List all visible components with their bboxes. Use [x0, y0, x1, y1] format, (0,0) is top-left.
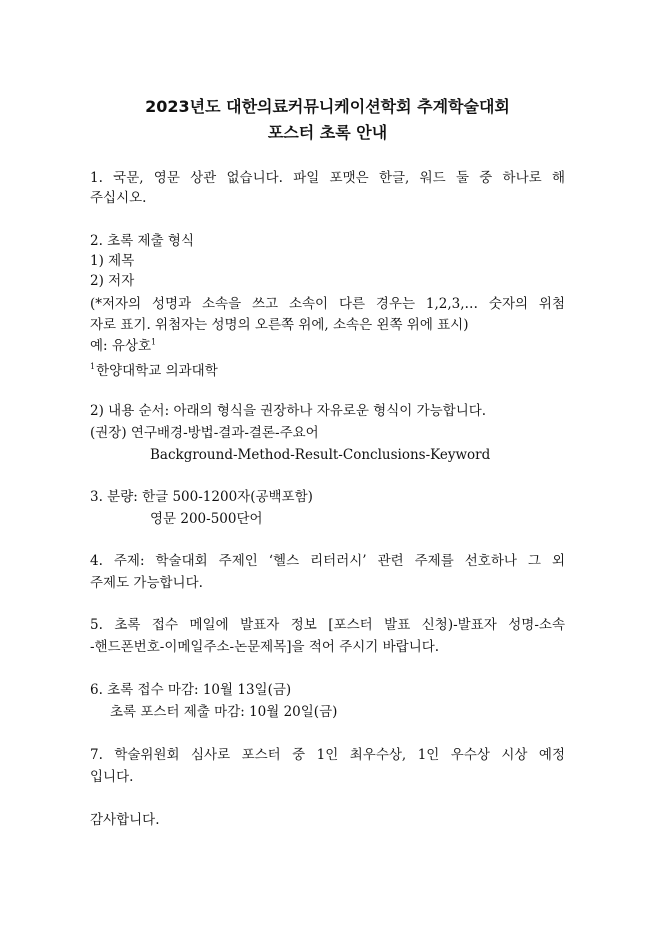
closing-text: 감사합니다. [90, 812, 160, 828]
item6-line2: 초록 포스터 제출 마감: 10월 20일(금) [110, 704, 338, 720]
item2-example [90, 336, 156, 356]
item2b-line3: Background-Method-Result-Conclusions-Keyword [150, 447, 491, 463]
page-title: 2023년도 대한의료커뮤니케이션학회 추계학술대회 [145, 97, 510, 116]
item2-affil-sup: 1 [90, 362, 96, 371]
item2b-line2: (권장) 연구배경-방법-결과-결론-주요어 [90, 425, 319, 441]
page-subtitle: 포스터 초록 안내 [267, 123, 388, 142]
item4-line2: 주제도 가능합니다. [90, 575, 203, 591]
item2-affil-text: 한양대학교 의과대학 [96, 363, 218, 379]
item7-line2: 입니다. [90, 769, 134, 785]
item2-example-text: 예: 유상호 [90, 338, 152, 354]
item4-line1: 4. 주제: 학술대회 주제인 ‘헬스 리터러시’ 관련 주제를 선호하나 그 외 [90, 553, 565, 569]
item1-line2: 주십시오. [90, 190, 147, 206]
item2-example-sup: 1 [151, 337, 157, 347]
item3-line2: 영문 200-500단어 [150, 511, 263, 527]
item5-line1: 5. 초록 접수 메일에 발표자 정보 [포스터 발표 신청)-발표자 성명-소속 [90, 617, 565, 633]
item2-note-line1: (*저자의 성명과 소속을 쓰고 소속이 다른 경우는 1,2,3,… 숫자의 위첨 [90, 296, 565, 312]
item3-line1: 3. 분량: 한글 500-1200자(공백포함) [90, 489, 313, 505]
item2-sub1: 1) 제목 [90, 253, 135, 269]
item2-affiliation [90, 357, 218, 381]
item5-line2: -핸드폰번호-이메일주소-논문제목]을 적어 주시기 바랍니다. [90, 639, 440, 655]
item2-heading: 2. 초록 제출 형식 [90, 233, 194, 249]
item2b-line1: 2) 내용 순서: 아래의 형식을 권장하나 자유로운 형식이 가능합니다. [90, 403, 487, 419]
item6-line1: 6. 초록 접수 마감: 10월 13일(금) [90, 682, 292, 698]
item2-note-line2: 자로 표기. 위첨자는 성명의 오른쪽 위에, 소속은 왼쪽 위에 표시) [90, 317, 469, 333]
item1-line1: 1. 국문, 영문 상관 없습니다. 파일 포맷은 한글, 워드 둘 중 하나로 해 [90, 170, 565, 186]
item7-line1: 7. 학술위원회 심사로 포스터 중 1인 최우수상, 1인 우수상 시상 예정 [90, 747, 565, 763]
item2-sub2: 2) 저자 [90, 273, 135, 289]
